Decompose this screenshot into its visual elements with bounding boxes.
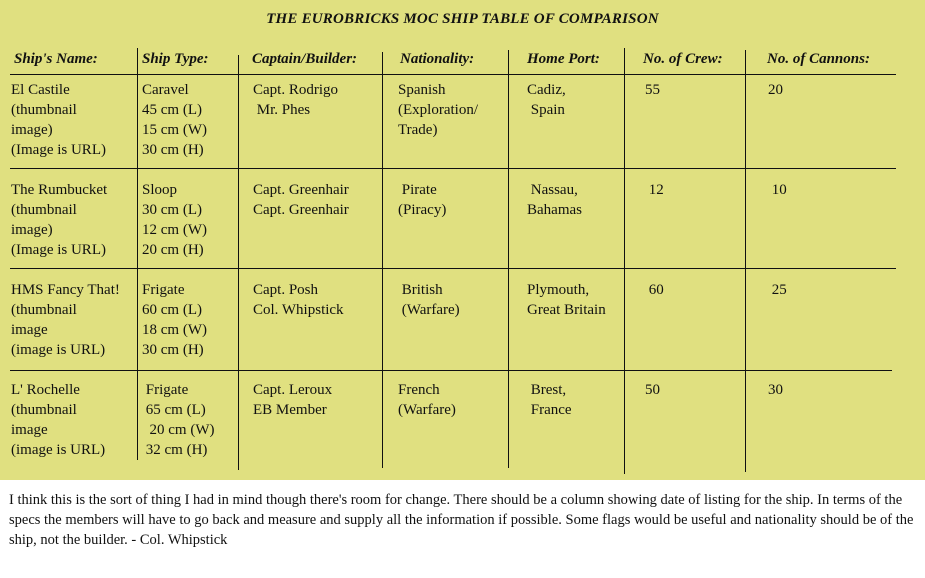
column-divider [137,48,138,460]
cell-line: Great Britain [527,302,606,318]
cell-nationality [398,80,478,140]
cell-captain-builder [253,80,338,120]
cell-home-port [527,180,582,220]
cell-line: 30 cm (L) [142,202,202,218]
cell-ship-name [11,180,107,260]
row-divider [10,268,896,269]
cell-line: The Rumbucket [11,182,108,198]
cell-line: L' Rochelle [11,382,80,398]
cell-home-port [527,280,606,320]
cell-line: Trade) [398,122,438,138]
cell-line: (thumbnail [11,102,77,118]
cell-cannon-count [768,180,787,200]
cell-line: 25 [768,282,787,298]
comment-text: I think this is the sort of thing I had in mind though there's room for change. There should be a column showing date of listing for the ship. In terms of the specs the members will have to go back and measure and supply all the information if possible. Some flags would be useful and nationality should be of the ship, not the builder. - Col. Whipstick [9,492,914,548]
column-header-ship-type: Ship Type: [142,51,209,67]
cell-line: 20 cm (W) [142,422,215,438]
cell-line: Caravel [142,82,189,98]
column-header-captain-builder: Captain/Builder: [252,51,358,67]
cell-line: (Warfare) [398,302,460,318]
cell-line: (Piracy) [398,202,447,218]
cell-line: Col. Whipstick [253,302,344,318]
cell-line: 55 [645,82,660,98]
cell-line: 32 cm (H) [142,442,208,458]
cell-captain-builder [253,380,332,420]
cell-line: Capt. Leroux [253,382,333,398]
cell-line: image [11,422,48,438]
cell-nationality [398,180,446,220]
cell-captain-builder [253,180,349,220]
cell-line: Capt. Greenhair [253,202,349,218]
cell-line: (thumbnail [11,302,77,318]
cell-nationality [398,380,456,420]
cell-line: 12 cm (W) [142,222,207,238]
cell-line: French [398,382,440,398]
cell-ship-name [11,380,105,460]
column-header-ship-name: Ship's Name: [14,51,98,67]
cell-crew-count [645,280,664,300]
cell-line: 20 [768,82,783,98]
cell-line: Frigate [142,282,185,298]
table-title: THE EUROBRICKS MOC SHIP TABLE OF COMPARISON [266,11,659,27]
column-divider [745,50,746,472]
cell-line: (Image is URL) [11,242,106,258]
cell-line: (Warfare) [398,402,456,418]
cell-line: El Castile [11,82,70,98]
cell-line: 60 cm (L) [142,302,202,318]
cell-ship-name [11,80,106,160]
cell-line: British [398,282,443,298]
cell-line: 30 cm (H) [142,342,204,358]
cell-line: (thumbnail [11,202,77,218]
cell-crew-count [645,380,660,400]
cell-line: Cadiz, [527,82,566,98]
cell-crew-count [645,80,660,100]
cell-line: image) [11,122,53,138]
cell-line: Spain [527,102,565,118]
cell-line: Mr. Phes [253,102,311,118]
cell-cannon-count [768,380,783,400]
cell-line: Capt. Rodrigo [253,82,338,98]
cell-line: 65 cm (L) [142,402,206,418]
cell-nationality [398,280,460,320]
cell-line: Spanish [398,82,446,98]
column-header-cannon-count: No. of Cannons: [767,51,870,67]
row-divider [10,168,896,169]
cell-line: 30 [768,382,783,398]
column-divider [508,50,509,468]
cell-line: Plymouth, [527,282,590,298]
column-divider [238,55,239,470]
cell-line: (Image is URL) [11,142,106,158]
cell-line: Frigate [142,382,189,398]
cell-line: 10 [768,182,787,198]
cell-line: image) [11,222,53,238]
cell-line: Nassau, [527,182,578,198]
cell-line: 20 cm (H) [142,242,204,258]
column-divider [382,52,383,468]
cell-line: EB Member [253,402,327,418]
column-header-crew-count: No. of Crew: [643,51,723,67]
cell-line: 30 cm (H) [142,142,204,158]
cell-ship-type [142,80,207,160]
column-header-nationality: Nationality: [400,51,475,67]
row-divider [10,370,892,371]
cell-ship-type [142,280,207,360]
cell-line: Capt. Posh [253,282,319,298]
cell-crew-count [645,180,664,200]
column-header-home-port: Home Port: [527,51,600,67]
cell-ship-type [142,180,207,260]
cell-line: image [11,322,48,338]
cell-line: (image is URL) [11,342,106,358]
cell-line: Pirate [398,182,437,198]
cell-cannon-count [768,80,783,100]
cell-line: (thumbnail [11,402,77,418]
cell-line: 50 [645,382,660,398]
cell-line: 12 [645,182,664,198]
cell-line: Capt. Greenhair [253,182,349,198]
cell-line: 45 cm (L) [142,102,202,118]
cell-ship-name [11,280,120,360]
cell-cannon-count [768,280,787,300]
cell-home-port [527,380,572,420]
cell-line: Sloop [142,182,178,198]
cell-line: 15 cm (W) [142,122,207,138]
cell-line: Bahamas [527,202,582,218]
cell-line: 18 cm (W) [142,322,207,338]
cell-ship-type [142,380,214,460]
cell-captain-builder [253,280,344,320]
cell-line: Brest, [527,382,567,398]
cell-line: HMS Fancy That! [11,282,120,298]
cell-line: France [527,402,572,418]
cell-line: 60 [645,282,664,298]
cell-home-port [527,80,566,120]
row-divider [10,74,896,75]
cell-line: (Exploration/ [398,102,478,118]
cell-line: (image is URL) [11,442,106,458]
column-divider [624,48,625,474]
